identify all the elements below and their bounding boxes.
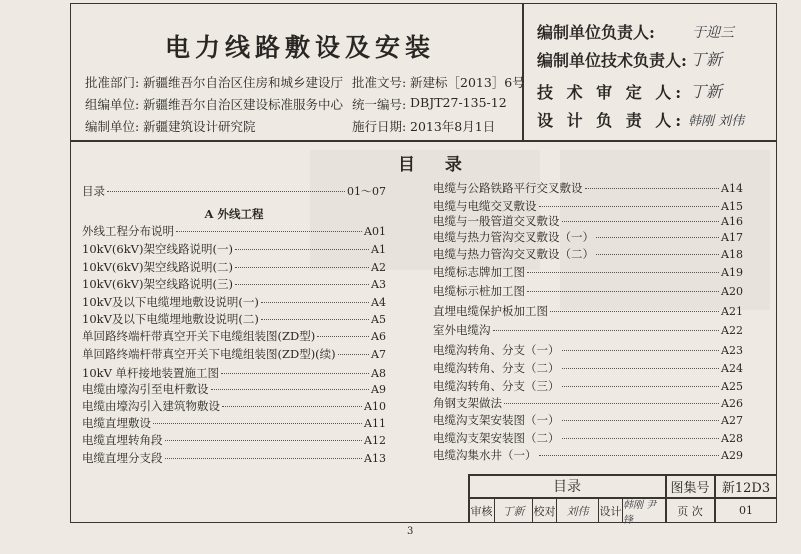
toc-section-title: A 外线工程	[204, 207, 264, 221]
compile-unit: 新疆建筑设计研究院	[143, 119, 256, 134]
toc-entry-title: 电缆直埋分支段	[82, 451, 163, 465]
review-signature: 丁新	[502, 504, 525, 518]
toc-leader-dots	[165, 440, 363, 441]
toc-entry-page: A20	[721, 285, 743, 298]
toc-section-header	[82, 206, 386, 221]
toc-entry-title: 电缆沟转角、分支（一）	[433, 343, 560, 357]
title-block-name: 目录	[553, 479, 581, 495]
toc-entry-page: A29	[721, 449, 743, 462]
toc-leader-dots	[176, 231, 362, 232]
effective-date: 2013年8月1日	[410, 119, 496, 134]
toc-entry-title: 10kV(6kV)架空线路说明(一)	[82, 242, 233, 256]
toc-heading: 目 录	[398, 155, 474, 175]
toc-leader-dots	[596, 237, 719, 238]
toc-entry-page: A26	[721, 397, 743, 410]
toc-entry-page: A16	[721, 215, 743, 228]
toc-entry	[433, 378, 743, 393]
toc-entry	[433, 229, 743, 244]
toc-entry-title: 电缆与一般管道交叉敷设	[433, 214, 560, 228]
toc-leader-dots	[539, 206, 720, 207]
toc-leader-dots	[165, 458, 363, 459]
toc-leader-dots	[504, 403, 719, 404]
toc-entry	[82, 328, 386, 343]
toc-entry	[82, 346, 386, 361]
toc-entry-title: 电缆标示桩加工图	[433, 284, 525, 298]
toc-entry-page: A21	[721, 305, 743, 318]
toc-entry-title: 电缆沟转角、分支（三）	[433, 379, 560, 393]
toc-leader-dots	[222, 406, 362, 407]
review-label: 审核	[470, 504, 493, 518]
toc-entry	[433, 246, 743, 261]
toc-leader-dots	[527, 291, 719, 292]
toc-entry-page: A2	[371, 261, 386, 274]
toc-entry	[433, 360, 743, 375]
toc-entry	[433, 198, 743, 213]
toc-entry-page: A10	[364, 400, 386, 413]
page-label: 页 次	[677, 504, 703, 518]
toc-entry	[82, 183, 386, 198]
toc-leader-dots	[527, 272, 719, 273]
check-label: 校对	[533, 504, 556, 518]
toc-entry-title: 电缆直埋转角段	[82, 433, 163, 447]
toc-entry-page: A17	[721, 231, 743, 244]
toc-entry-title: 10kV(6kV)架空线路说明(三)	[82, 277, 233, 291]
toc-entry-title: 外线工程分布说明	[82, 224, 174, 238]
toc-entry-page: A8	[371, 367, 386, 380]
toc-entry	[433, 447, 743, 462]
toc-entry-title: 角钢支架做法	[433, 396, 502, 410]
toc-entry-page: A9	[371, 383, 386, 396]
toc-entry	[82, 223, 386, 238]
date-label: 施行日期:	[352, 119, 407, 134]
toc-leader-dots	[153, 423, 362, 424]
toc-entry-title: 10kV及以下电缆埋地敷设说明(二)	[82, 312, 259, 326]
toc-entry-page: A5	[371, 313, 386, 326]
toc-leader-dots	[107, 191, 345, 192]
approval-dept: 新疆维吾尔自治区住房和城乡建设厅	[143, 75, 344, 90]
toc-entry	[433, 322, 743, 337]
toc-leader-dots	[562, 221, 720, 222]
toc-entry-page: A19	[721, 266, 743, 279]
serial-label: 统一编号:	[352, 97, 407, 112]
toc-entry-page: A25	[721, 380, 743, 393]
toc-leader-dots	[221, 373, 369, 374]
toc-entry-page: A24	[721, 362, 743, 375]
toc-entry-title: 10kV 单杆接地装置施工图	[82, 366, 220, 380]
atlas-number: 新12D3	[721, 480, 771, 496]
signature-tech-head: 丁新	[690, 50, 723, 69]
toc-entry-title: 目录	[82, 184, 105, 198]
page-number: 3	[407, 526, 414, 537]
toc-entry-page: A15	[721, 200, 743, 213]
toc-entry-title: 电缆与热力管沟交叉敷设（一）	[433, 230, 594, 244]
toc-entry-title: 直埋电缆保护板加工图	[433, 304, 548, 318]
compile-unit-label: 编制单位:	[85, 119, 140, 134]
signature-designer: 韩刚 刘伟	[688, 114, 745, 129]
toc-entry-title: 电缆沟支架安装图（一）	[433, 413, 560, 427]
org-unit: 新疆维吾尔自治区建设标准服务中心	[143, 97, 344, 112]
design-label: 设计	[599, 504, 622, 518]
toc-entry-title: 电缆与电缆交叉敷设	[433, 199, 537, 213]
toc-leader-dots	[493, 330, 720, 331]
toc-entry	[82, 365, 386, 380]
toc-leader-dots	[261, 319, 369, 320]
toc-entry	[82, 415, 386, 430]
approval-dept-label: 批准部门:	[85, 75, 140, 90]
design-signature: 韩刚 尹锋	[623, 499, 657, 526]
toc-entry-title: 电缆由壕沟引至电杆敷设	[82, 382, 209, 396]
org-unit-label: 组编单位:	[85, 97, 140, 112]
toc-entry-page: A12	[364, 434, 386, 447]
toc-leader-dots	[550, 311, 719, 312]
toc-entry	[82, 294, 386, 309]
toc-entry	[433, 395, 743, 410]
toc-entry-page: A23	[721, 344, 743, 357]
toc-entry	[433, 430, 743, 445]
toc-entry	[433, 283, 743, 298]
toc-entry-title: 电缆沟支架安装图（二）	[433, 431, 560, 445]
toc-entry-title: 电缆由壕沟引入建筑物敷设	[82, 399, 220, 413]
toc-leader-dots	[211, 389, 370, 390]
page-index: 01	[739, 504, 753, 517]
toc-entry-page: A22	[721, 324, 743, 337]
toc-entry-page: A6	[371, 330, 386, 343]
toc-entry-page: A1	[371, 243, 386, 256]
toc-entry-page: A01	[364, 225, 386, 238]
toc-leader-dots	[235, 249, 369, 250]
serial-number: DBJT27-135-12	[410, 95, 507, 110]
toc-entry	[433, 412, 743, 427]
toc-entry-title: 单回路终端杆带真空开关下电缆组装图(ZD型)	[82, 329, 316, 343]
signature-unit-head: 于迎三	[692, 25, 734, 41]
toc-entry-page: A11	[364, 417, 386, 430]
resp-label-unit-head: 编制单位负责人:	[537, 23, 655, 42]
atlas-label: 图集号	[670, 480, 710, 496]
toc-leader-dots	[562, 386, 720, 387]
toc-entry-title: 电缆直埋敷设	[82, 416, 151, 430]
toc-entry	[82, 398, 386, 413]
toc-entry	[433, 213, 743, 228]
toc-entry	[433, 342, 743, 357]
toc-leader-dots	[338, 354, 369, 355]
resp-label-reviewer: 技 术 审 定 人:	[537, 83, 686, 102]
toc-entry	[433, 264, 743, 279]
signature-reviewer: 丁新	[690, 82, 723, 101]
toc-leader-dots	[562, 350, 720, 351]
approval-doc-label: 批准文号:	[352, 75, 407, 90]
check-signature: 刘伟	[566, 504, 589, 518]
toc-entry	[82, 259, 386, 274]
toc-leader-dots	[317, 336, 369, 337]
toc-entry-title: 电缆标志牌加工图	[433, 265, 525, 279]
toc-entry-title: 单回路终端杆带真空开关下电缆组装图(ZD型)(续)	[82, 347, 336, 361]
toc-leader-dots	[585, 188, 720, 189]
toc-entry-page: 01～07	[347, 185, 386, 198]
toc-entry-page: A7	[371, 348, 386, 361]
toc-leader-dots	[235, 267, 369, 268]
toc-entry-title: 10kV及以下电缆埋地敷设说明(一)	[82, 295, 259, 309]
toc-entry	[82, 276, 386, 291]
toc-entry-title: 10kV(6kV)架空线路说明(二)	[82, 260, 233, 274]
toc-entry-page: A18	[721, 248, 743, 261]
toc-entry	[82, 432, 386, 447]
resp-label-designer: 设 计 负 责 人:	[537, 111, 686, 130]
toc-leader-dots	[235, 284, 369, 285]
toc-leader-dots	[261, 302, 369, 303]
toc-entry-page: A14	[721, 182, 743, 195]
resp-label-tech-head: 编制单位技术负责人:	[537, 51, 687, 70]
toc-entry-title: 电缆与热力管沟交叉敷设（二）	[433, 247, 594, 261]
toc-entry	[82, 450, 386, 465]
approval-doc: 新建标［2013］6号	[410, 75, 525, 90]
toc-entry	[433, 303, 743, 318]
toc-entry-page: A3	[371, 278, 386, 291]
document-title: 电力线路敷设及安装	[165, 33, 436, 62]
toc-entry-page: A13	[364, 452, 386, 465]
toc-entry	[433, 180, 743, 195]
toc-entry-page: A4	[371, 296, 386, 309]
toc-entry-title: 电缆沟转角、分支（二）	[433, 361, 560, 375]
toc-entry-title: 室外电缆沟	[433, 323, 491, 337]
toc-leader-dots	[562, 368, 720, 369]
toc-leader-dots	[562, 438, 720, 439]
toc-entry-page: A27	[721, 414, 743, 427]
toc-leader-dots	[596, 254, 719, 255]
toc-entry-page: A28	[721, 432, 743, 445]
toc-entry-title: 电缆沟集水井（一）	[433, 448, 537, 462]
toc-leader-dots	[539, 455, 720, 456]
toc-entry-title: 电缆与公路铁路平行交叉敷设	[433, 181, 583, 195]
toc-entry	[82, 241, 386, 256]
toc-entry	[82, 381, 386, 396]
toc-leader-dots	[562, 420, 720, 421]
toc-entry	[82, 311, 386, 326]
